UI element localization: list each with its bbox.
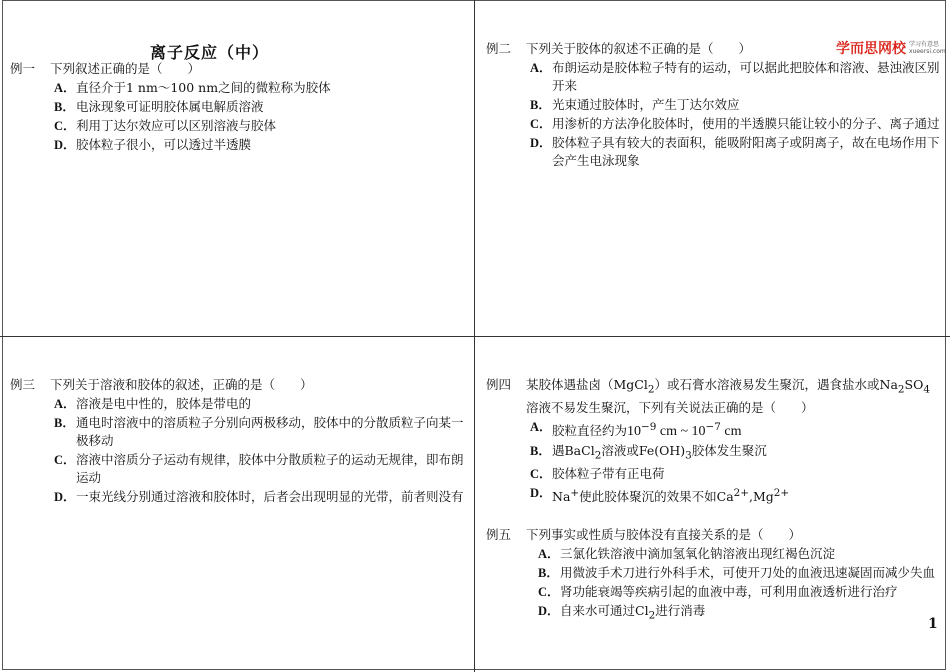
options bbox=[530, 418, 941, 507]
brand-subtext: 学习有意思 xueersi.com bbox=[909, 41, 946, 55]
option-a: A． 直径介于1 nm～100 nm之间的微粒称为胶体 bbox=[54, 80, 331, 95]
options bbox=[530, 59, 941, 170]
horizontal-divider bbox=[0, 336, 950, 337]
question-label: 例二 bbox=[486, 41, 512, 56]
option-a: A． 布朗运动是胶体粒子特有的运动，可以据此把胶体和溶液、悬浊液区别开来 bbox=[530, 60, 940, 93]
option-b: B． 用微波手术刀进行外科手术，可使开刀处的血液迅速凝固而减少失血 bbox=[538, 565, 936, 581]
options bbox=[54, 79, 465, 154]
option-c: C． 肾功能衰竭等疾病引起的血液中毒，可利用血液透析进行治疗 bbox=[538, 584, 898, 600]
option-c: C． 利用丁达尔效应可以区别溶液与胶体 bbox=[54, 118, 277, 133]
question-stem: 例二 下列关于胶体的叙述不正确的是（ ） bbox=[486, 41, 752, 56]
page-title: 离子反应（中） bbox=[150, 43, 270, 62]
options bbox=[54, 395, 465, 506]
option-d: D． 胶体粒子很小，可以透过半透膜 bbox=[54, 137, 252, 152]
option-d: D． 胶体粒子具有较大的表面积，能吸附阳离子或阴离子，故在电场作用下会产生电泳现象 bbox=[530, 135, 940, 168]
question-1 bbox=[10, 40, 465, 154]
option-d: D． 自来水可通过$Cl_2$进行消毒 bbox=[538, 603, 706, 622]
option-d: D． 一束光线分别通过溶液和胶体时，后者会出现明显的光带，前者则没有 bbox=[54, 489, 464, 504]
question-2 bbox=[486, 40, 941, 170]
question-3 bbox=[10, 376, 465, 506]
brand-name: 学而思网校 bbox=[836, 41, 906, 57]
options bbox=[538, 545, 941, 625]
question-4-stem: 例四 某胶体遇盐卤（MgCl$_2$）或石膏水溶液易发生聚沉，遇食盐水或$Na_2SO_4$溶液不易发生聚沉，下列有关说法正确的是（ ） bbox=[486, 377, 930, 415]
option-c: C． 溶液中溶质分子运动有规律，胶体中分散质粒子的运动无规律，即布朗运动 bbox=[54, 452, 464, 485]
option-a: A． 三氯化铁溶液中滴加氢氧化钠溶液出现红褐色沉淀 bbox=[538, 546, 836, 562]
option-a: A． 溶液是电中性的，胶体是带电的 bbox=[54, 396, 252, 411]
question-label: 例五 bbox=[486, 527, 512, 543]
question-4-and-5 bbox=[486, 376, 941, 625]
option-c: C． 用渗析的方法净化胶体时，使用的半透膜只能让较小的分子、离子通过 bbox=[530, 116, 940, 131]
option-b: B． 遇BaCl$_2$溶液或$Fe(OH)_3$胶体发生聚沉 bbox=[530, 442, 767, 462]
question-label: 例三 bbox=[10, 377, 36, 392]
option-b: B． 光束通过胶体时，产生丁达尔效应 bbox=[530, 97, 740, 112]
question-stem: 例三 下列关于溶液和胶体的叙述，正确的是（ ） bbox=[10, 377, 313, 392]
question-stem: 例一 下列叙述正确的是（ ） bbox=[10, 61, 201, 76]
option-d: D． Na+使此胶体聚沉的效果不如$Ca^{2+},Mg^{2+}$ bbox=[530, 486, 790, 505]
question-label: 例一 bbox=[10, 61, 36, 76]
option-c: C． 胶体粒子带有正电荷 bbox=[530, 466, 665, 482]
option-b: B． 电泳现象可证明胶体属电解质溶液 bbox=[54, 99, 264, 114]
question-5-stem: 例五 下列事实或性质与胶体没有直接关系的是（ ） bbox=[486, 527, 802, 543]
option-b: B． 通电时溶液中的溶质粒子分别向两极移动，胶体中的分散质粒子向某一极移动 bbox=[54, 415, 464, 448]
question-5 bbox=[486, 526, 941, 625]
option-a: A． 胶粒直径约为$10^{-9}$ cm ~ $10^{-7}$ cm bbox=[530, 419, 742, 439]
page-number: 1 bbox=[928, 616, 938, 632]
question-label: 例四 bbox=[486, 377, 512, 392]
